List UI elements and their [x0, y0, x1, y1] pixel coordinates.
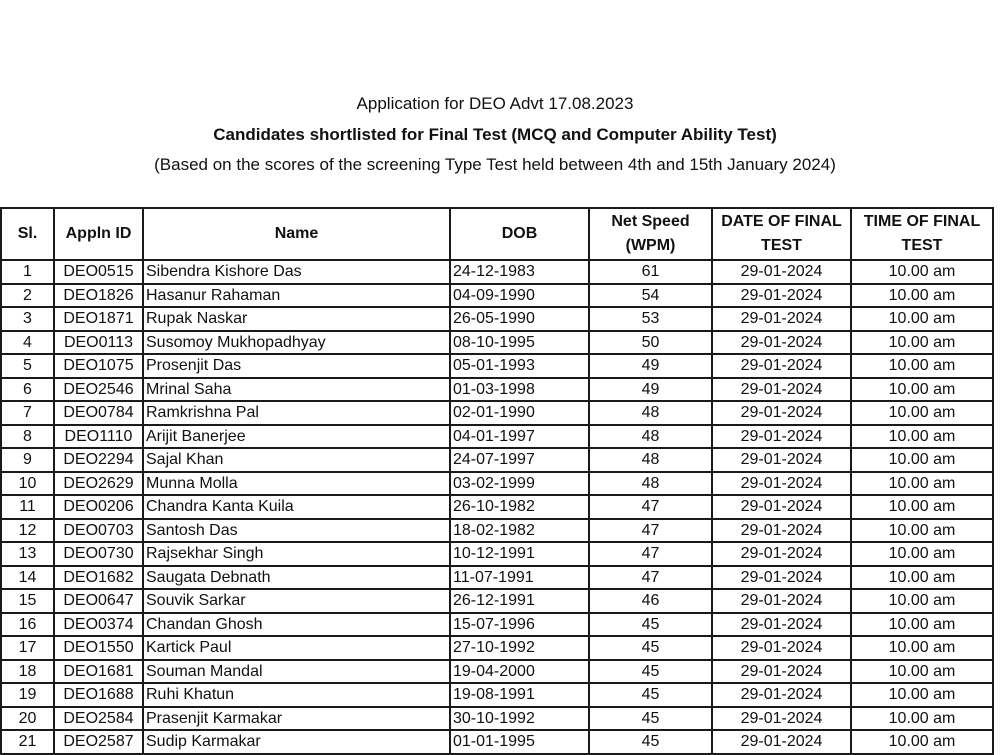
cell-dob: 26-05-1990: [450, 307, 589, 331]
cell-final-time: 10.00 am: [851, 284, 993, 308]
cell-sl: 3: [1, 307, 54, 331]
cell-sl: 2: [1, 284, 54, 308]
cell-dob: 03-02-1999: [450, 472, 589, 496]
cell-name: Prasenjit Karmakar: [143, 707, 450, 731]
cell-final-time: 10.00 am: [851, 613, 993, 637]
cell-dob: 05-01-1993: [450, 354, 589, 378]
table-row: [1, 401, 993, 425]
cell-dob: 24-07-1997: [450, 448, 589, 472]
column-header-appln-id: [54, 208, 143, 260]
cell-final-time: 10.00 am: [851, 730, 993, 754]
cell-name: Arijit Banerjee: [143, 425, 450, 449]
cell-net-speed: 47: [589, 519, 712, 543]
cell-final-time: 10.00 am: [851, 448, 993, 472]
cell-final-time: 10.00 am: [851, 495, 993, 519]
cell-final-date: 29-01-2024: [712, 495, 851, 519]
table-row: [1, 613, 993, 637]
cell-appln-id: DEO1550: [54, 636, 143, 660]
cell-appln-id: DEO0730: [54, 542, 143, 566]
cell-sl: 19: [1, 683, 54, 707]
cell-appln-id: DEO0784: [54, 401, 143, 425]
cell-sl: 21: [1, 730, 54, 754]
table-row: [1, 284, 993, 308]
cell-final-date: 29-01-2024: [712, 683, 851, 707]
cell-net-speed: 45: [589, 730, 712, 754]
table-row: [1, 519, 993, 543]
cell-dob: 24-12-1983: [450, 260, 589, 284]
cell-name: Sudip Karmakar: [143, 730, 450, 754]
cell-net-speed: 48: [589, 472, 712, 496]
table-row: [1, 707, 993, 731]
cell-name: Susomoy Mukhopadhyay: [143, 331, 450, 355]
cell-final-time: 10.00 am: [851, 707, 993, 731]
cell-appln-id: DEO1871: [54, 307, 143, 331]
cell-final-time: 10.00 am: [851, 354, 993, 378]
cell-final-time: 10.00 am: [851, 378, 993, 402]
cell-name: Souman Mandal: [143, 660, 450, 684]
cell-appln-id: DEO2294: [54, 448, 143, 472]
cell-sl: 15: [1, 589, 54, 613]
cell-net-speed: 45: [589, 683, 712, 707]
cell-final-date: 29-01-2024: [712, 331, 851, 355]
cell-sl: 20: [1, 707, 54, 731]
candidates-table: [0, 207, 994, 755]
cell-dob: 15-07-1996: [450, 613, 589, 637]
cell-sl: 4: [1, 331, 54, 355]
cell-dob: 04-09-1990: [450, 284, 589, 308]
cell-net-speed: 48: [589, 448, 712, 472]
header-line: DOB: [501, 225, 538, 242]
table-row: [1, 425, 993, 449]
document-title: Application for DEO Advt 17.08.2023: [356, 94, 634, 113]
cell-final-date: 29-01-2024: [712, 519, 851, 543]
cell-appln-id: DEO2584: [54, 707, 143, 731]
column-header-dob: [450, 208, 589, 260]
cell-dob: 11-07-1991: [450, 566, 589, 590]
cell-final-time: 10.00 am: [851, 589, 993, 613]
column-header-sl: [1, 208, 54, 260]
table-row: [1, 683, 993, 707]
cell-sl: 10: [1, 472, 54, 496]
cell-dob: 27-10-1992: [450, 636, 589, 660]
cell-final-time: 10.00 am: [851, 472, 993, 496]
cell-sl: 18: [1, 660, 54, 684]
cell-appln-id: DEO1075: [54, 354, 143, 378]
column-header-final-test-time: [851, 208, 993, 260]
cell-appln-id: DEO0206: [54, 495, 143, 519]
cell-name: Rupak Naskar: [143, 307, 450, 331]
cell-final-date: 29-01-2024: [712, 260, 851, 284]
cell-final-date: 29-01-2024: [712, 401, 851, 425]
cell-sl: 13: [1, 542, 54, 566]
header-line: Sl.: [17, 225, 38, 242]
cell-final-date: 29-01-2024: [712, 378, 851, 402]
cell-net-speed: 48: [589, 401, 712, 425]
table-row: [1, 495, 993, 519]
column-header-final-test-date: [712, 208, 851, 260]
cell-name: Mrinal Saha: [143, 378, 450, 402]
table-row: [1, 307, 993, 331]
header-line: (WPM): [625, 237, 676, 254]
cell-name: Sajal Khan: [143, 448, 450, 472]
cell-net-speed: 45: [589, 660, 712, 684]
table-row: [1, 472, 993, 496]
cell-appln-id: DEO2587: [54, 730, 143, 754]
cell-final-time: 10.00 am: [851, 425, 993, 449]
table-row: [1, 378, 993, 402]
cell-final-date: 29-01-2024: [712, 425, 851, 449]
cell-net-speed: 49: [589, 378, 712, 402]
cell-final-date: 29-01-2024: [712, 730, 851, 754]
cell-sl: 6: [1, 378, 54, 402]
cell-sl: 8: [1, 425, 54, 449]
cell-appln-id: DEO1826: [54, 284, 143, 308]
cell-name: Hasanur Rahaman: [143, 284, 450, 308]
cell-final-date: 29-01-2024: [712, 448, 851, 472]
cell-dob: 01-01-1995: [450, 730, 589, 754]
table-row: [1, 331, 993, 355]
cell-final-date: 29-01-2024: [712, 542, 851, 566]
cell-final-date: 29-01-2024: [712, 284, 851, 308]
cell-final-time: 10.00 am: [851, 401, 993, 425]
cell-net-speed: 48: [589, 425, 712, 449]
cell-final-time: 10.00 am: [851, 260, 993, 284]
cell-sl: 5: [1, 354, 54, 378]
table-row: [1, 589, 993, 613]
cell-appln-id: DEO0647: [54, 589, 143, 613]
cell-final-time: 10.00 am: [851, 683, 993, 707]
table-row: [1, 260, 993, 284]
column-header-name: [143, 208, 450, 260]
cell-name: Chandra Kanta Kuila: [143, 495, 450, 519]
cell-sl: 16: [1, 613, 54, 637]
cell-appln-id: DEO1682: [54, 566, 143, 590]
table-row: [1, 354, 993, 378]
cell-appln-id: DEO0113: [54, 331, 143, 355]
cell-dob: 04-01-1997: [450, 425, 589, 449]
document-note: (Based on the scores of the screening Type Test held between 4th and 15th January 2024): [154, 155, 836, 174]
table-row: [1, 636, 993, 660]
cell-appln-id: DEO1681: [54, 660, 143, 684]
cell-net-speed: 46: [589, 589, 712, 613]
cell-sl: 17: [1, 636, 54, 660]
cell-net-speed: 49: [589, 354, 712, 378]
cell-net-speed: 47: [589, 495, 712, 519]
cell-name: Munna Molla: [143, 472, 450, 496]
cell-final-date: 29-01-2024: [712, 613, 851, 637]
cell-name: Kartick Paul: [143, 636, 450, 660]
cell-appln-id: DEO2629: [54, 472, 143, 496]
column-header-net-speed: [589, 208, 712, 260]
header-line: Name: [274, 225, 319, 242]
cell-net-speed: 54: [589, 284, 712, 308]
cell-appln-id: DEO1688: [54, 683, 143, 707]
cell-final-time: 10.00 am: [851, 542, 993, 566]
cell-name: Prosenjit Das: [143, 354, 450, 378]
cell-final-date: 29-01-2024: [712, 707, 851, 731]
cell-name: Rajsekhar Singh: [143, 542, 450, 566]
cell-final-date: 29-01-2024: [712, 660, 851, 684]
cell-dob: 26-10-1982: [450, 495, 589, 519]
cell-final-date: 29-01-2024: [712, 472, 851, 496]
cell-sl: 1: [1, 260, 54, 284]
cell-name: Ruhi Khatun: [143, 683, 450, 707]
cell-dob: 02-01-1990: [450, 401, 589, 425]
document-subtitle: Candidates shortlisted for Final Test (MCQ and Computer Ability Test): [213, 125, 777, 144]
cell-dob: 18-02-1982: [450, 519, 589, 543]
cell-dob: 19-04-2000: [450, 660, 589, 684]
header-line: TEST: [901, 237, 943, 254]
table-row: [1, 542, 993, 566]
cell-name: Sibendra Kishore Das: [143, 260, 450, 284]
table-header-row: [1, 208, 993, 260]
table-row: [1, 660, 993, 684]
cell-final-date: 29-01-2024: [712, 354, 851, 378]
cell-name: Souvik Sarkar: [143, 589, 450, 613]
cell-dob: 26-12-1991: [450, 589, 589, 613]
cell-final-time: 10.00 am: [851, 636, 993, 660]
cell-name: Santosh Das: [143, 519, 450, 543]
header-line: Net Speed: [611, 213, 690, 230]
cell-appln-id: DEO0515: [54, 260, 143, 284]
cell-sl: 7: [1, 401, 54, 425]
cell-final-time: 10.00 am: [851, 331, 993, 355]
cell-sl: 14: [1, 566, 54, 590]
cell-appln-id: DEO0374: [54, 613, 143, 637]
cell-final-time: 10.00 am: [851, 660, 993, 684]
cell-sl: 12: [1, 519, 54, 543]
cell-name: Chandan Ghosh: [143, 613, 450, 637]
header-line: DATE OF FINAL: [721, 213, 842, 230]
cell-final-time: 10.00 am: [851, 566, 993, 590]
cell-final-date: 29-01-2024: [712, 589, 851, 613]
cell-name: Saugata Debnath: [143, 566, 450, 590]
cell-final-date: 29-01-2024: [712, 307, 851, 331]
cell-sl: 9: [1, 448, 54, 472]
cell-net-speed: 45: [589, 636, 712, 660]
header-line: Appln ID: [65, 225, 132, 242]
cell-appln-id: DEO2546: [54, 378, 143, 402]
cell-net-speed: 47: [589, 542, 712, 566]
cell-net-speed: 50: [589, 331, 712, 355]
cell-name: Ramkrishna Pal: [143, 401, 450, 425]
cell-appln-id: DEO0703: [54, 519, 143, 543]
header-line: TEST: [761, 237, 802, 254]
cell-net-speed: 47: [589, 566, 712, 590]
cell-net-speed: 45: [589, 707, 712, 731]
cell-final-time: 10.00 am: [851, 519, 993, 543]
cell-dob: 19-08-1991: [450, 683, 589, 707]
cell-dob: 08-10-1995: [450, 331, 589, 355]
cell-final-date: 29-01-2024: [712, 636, 851, 660]
cell-net-speed: 53: [589, 307, 712, 331]
table-row: [1, 566, 993, 590]
cell-final-time: 10.00 am: [851, 307, 993, 331]
cell-dob: 30-10-1992: [450, 707, 589, 731]
table-row: [1, 448, 993, 472]
cell-appln-id: DEO1110: [54, 425, 143, 449]
cell-dob: 01-03-1998: [450, 378, 589, 402]
cell-net-speed: 45: [589, 613, 712, 637]
cell-net-speed: 61: [589, 260, 712, 284]
cell-dob: 10-12-1991: [450, 542, 589, 566]
cell-final-date: 29-01-2024: [712, 566, 851, 590]
header-line: TIME OF FINAL: [863, 213, 981, 230]
cell-sl: 11: [1, 495, 54, 519]
